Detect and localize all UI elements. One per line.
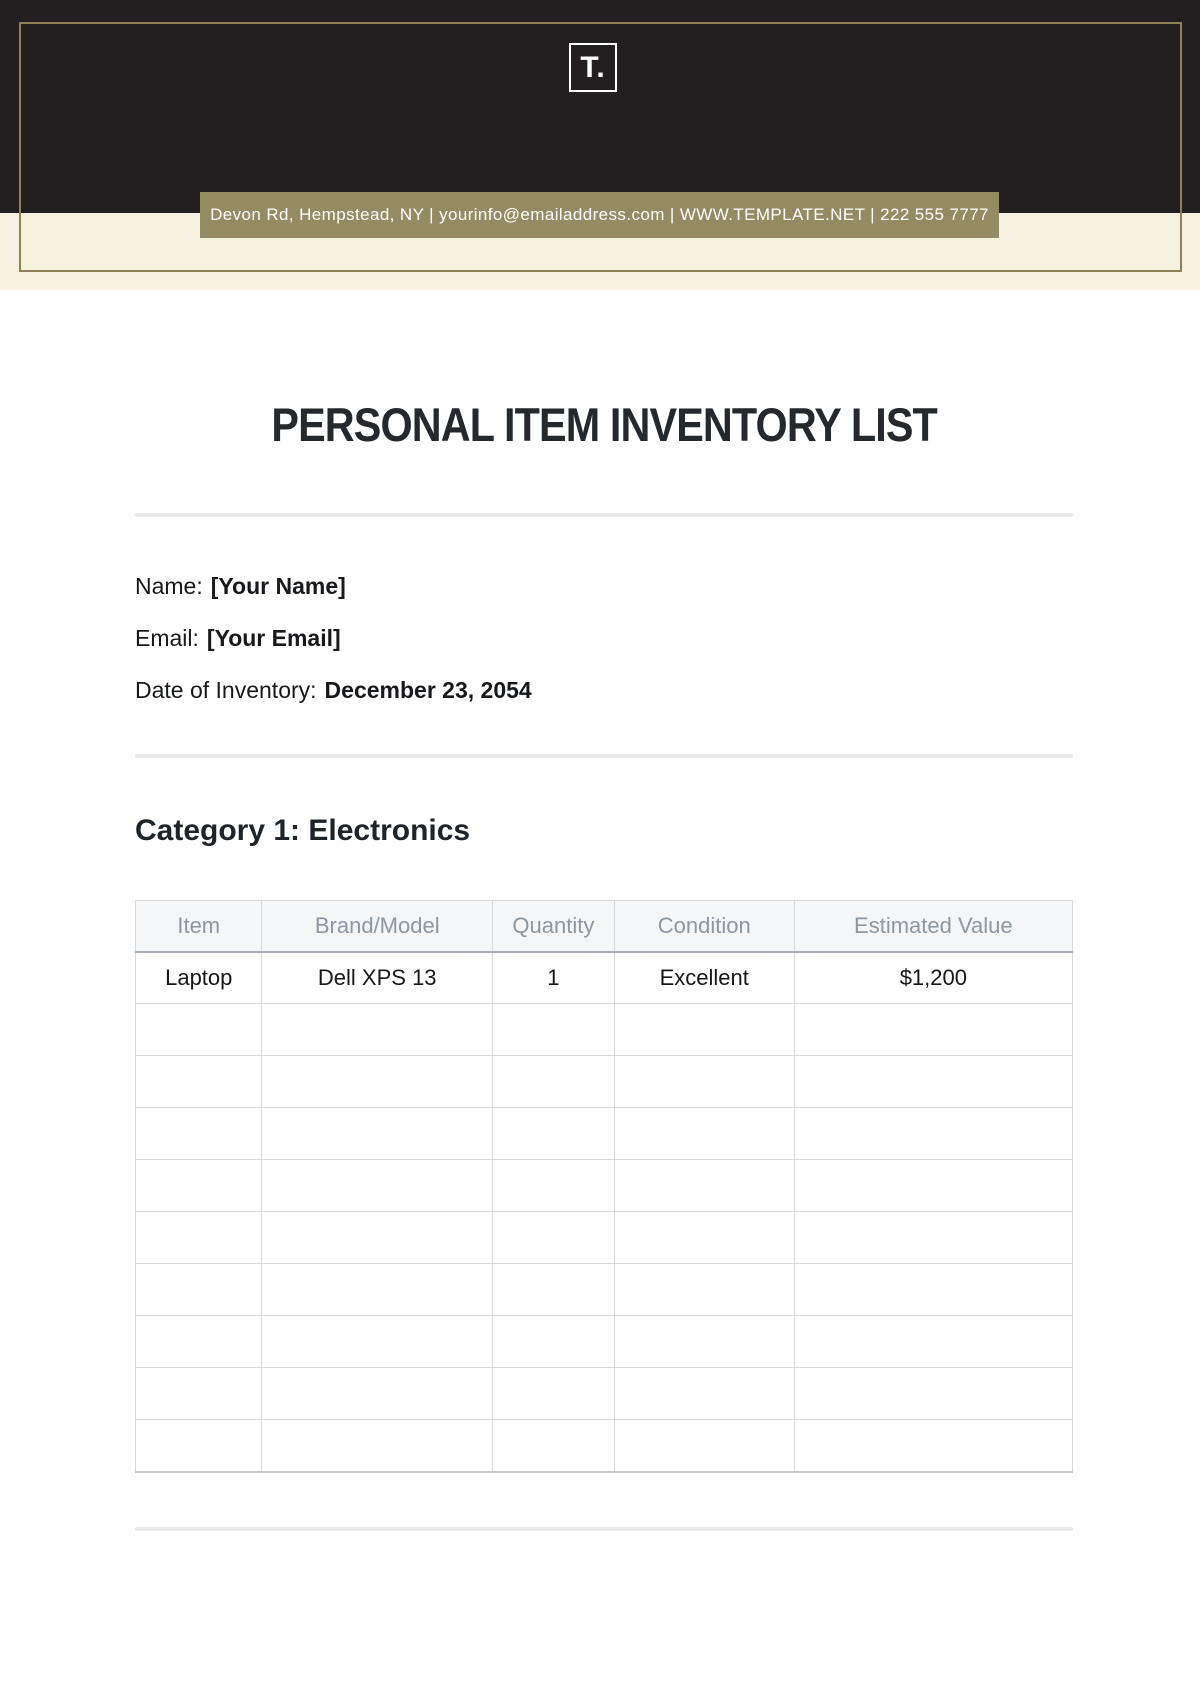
table-cell [262,1420,493,1472]
inventory-table [135,900,1073,1473]
header-row [136,901,1073,952]
table-cell [794,1264,1072,1316]
column-header-estimated-value: Estimated Value [794,901,1072,952]
email-value: [Your Email] [206,625,341,651]
table-cell [136,1056,262,1108]
inventory-date-field [135,664,1073,716]
table-cell [262,1212,493,1264]
table-cell [794,1108,1072,1160]
table-cell: $1,200 [794,952,1072,1004]
table-cell [262,1056,493,1108]
table-cell [614,1212,794,1264]
table-cell [614,1004,794,1056]
table-cell [614,1108,794,1160]
table-cell [136,1368,262,1420]
table-cell [492,1212,614,1264]
table-row [136,952,1073,1004]
email-field [135,612,1073,664]
table-cell [492,1420,614,1472]
inventory-date-label: Date of Inventory: [135,677,317,703]
inventory-table-header [136,901,1073,952]
table-cell [614,1264,794,1316]
name-value: [Your Name] [210,573,346,599]
name-label: Name: [135,573,203,599]
table-cell [136,1160,262,1212]
table-cell: Excellent [614,952,794,1004]
empty-table-row [136,1212,1073,1264]
table-cell [794,1004,1072,1056]
table-cell [262,1368,493,1420]
table-cell [492,1368,614,1420]
table-cell [136,1212,262,1264]
table-cell [492,1056,614,1108]
table-cell [136,1316,262,1368]
column-header-item: Item [136,901,262,952]
table-cell [794,1212,1072,1264]
divider [135,1527,1073,1531]
table-cell [136,1004,262,1056]
brand-logo-text: T. [580,50,606,84]
table-cell [262,1108,493,1160]
table-cell [492,1160,614,1212]
table-cell [614,1316,794,1368]
table-cell [262,1316,493,1368]
table-cell [614,1420,794,1472]
empty-table-row [136,1108,1073,1160]
empty-table-row [136,1264,1073,1316]
table-cell [492,1108,614,1160]
column-header-condition: Condition [614,901,794,952]
section-heading-electronics: Category 1: Electronics [135,814,471,847]
letterhead [0,0,1200,290]
table-cell: Laptop [136,952,262,1004]
divider [135,513,1073,517]
empty-table-row [136,1056,1073,1108]
empty-table-row [136,1420,1073,1472]
table-cell [794,1420,1072,1472]
contact-banner [200,192,999,238]
table-cell [794,1368,1072,1420]
empty-table-row [136,1160,1073,1212]
table-cell: Dell XPS 13 [262,952,493,1004]
brand-logo [569,43,617,92]
table-cell [262,1160,493,1212]
table-cell [794,1316,1072,1368]
email-label: Email: [135,625,199,651]
table-cell [136,1108,262,1160]
table-cell [492,1264,614,1316]
table-cell [136,1420,262,1472]
column-header-brand-model: Brand/Model [262,901,493,952]
column-header-quantity: Quantity [492,901,614,952]
empty-table-row [136,1004,1073,1056]
inventory-table-body [136,952,1073,1472]
table-cell [262,1264,493,1316]
table-cell: 1 [492,952,614,1004]
divider [135,754,1073,758]
owner-info [135,560,1073,716]
table-cell [614,1056,794,1108]
table-cell [614,1160,794,1212]
table-cell [262,1004,493,1056]
table-cell [794,1056,1072,1108]
contact-banner-text: Devon Rd, Hempstead, NY | yourinfo@emailaddress.com | WWW.TEMPLATE.NET | 222 555 7777 [210,205,989,224]
page-title: PERSONAL ITEM INVENTORY LIST [271,398,937,451]
table-cell [794,1160,1072,1212]
document-body [135,398,1073,1531]
empty-table-row [136,1316,1073,1368]
inventory-date-value: December 23, 2054 [324,677,532,703]
name-field [135,560,1073,612]
table-cell [492,1004,614,1056]
table-cell [614,1368,794,1420]
table-cell [492,1316,614,1368]
empty-table-row [136,1368,1073,1420]
table-cell [136,1264,262,1316]
